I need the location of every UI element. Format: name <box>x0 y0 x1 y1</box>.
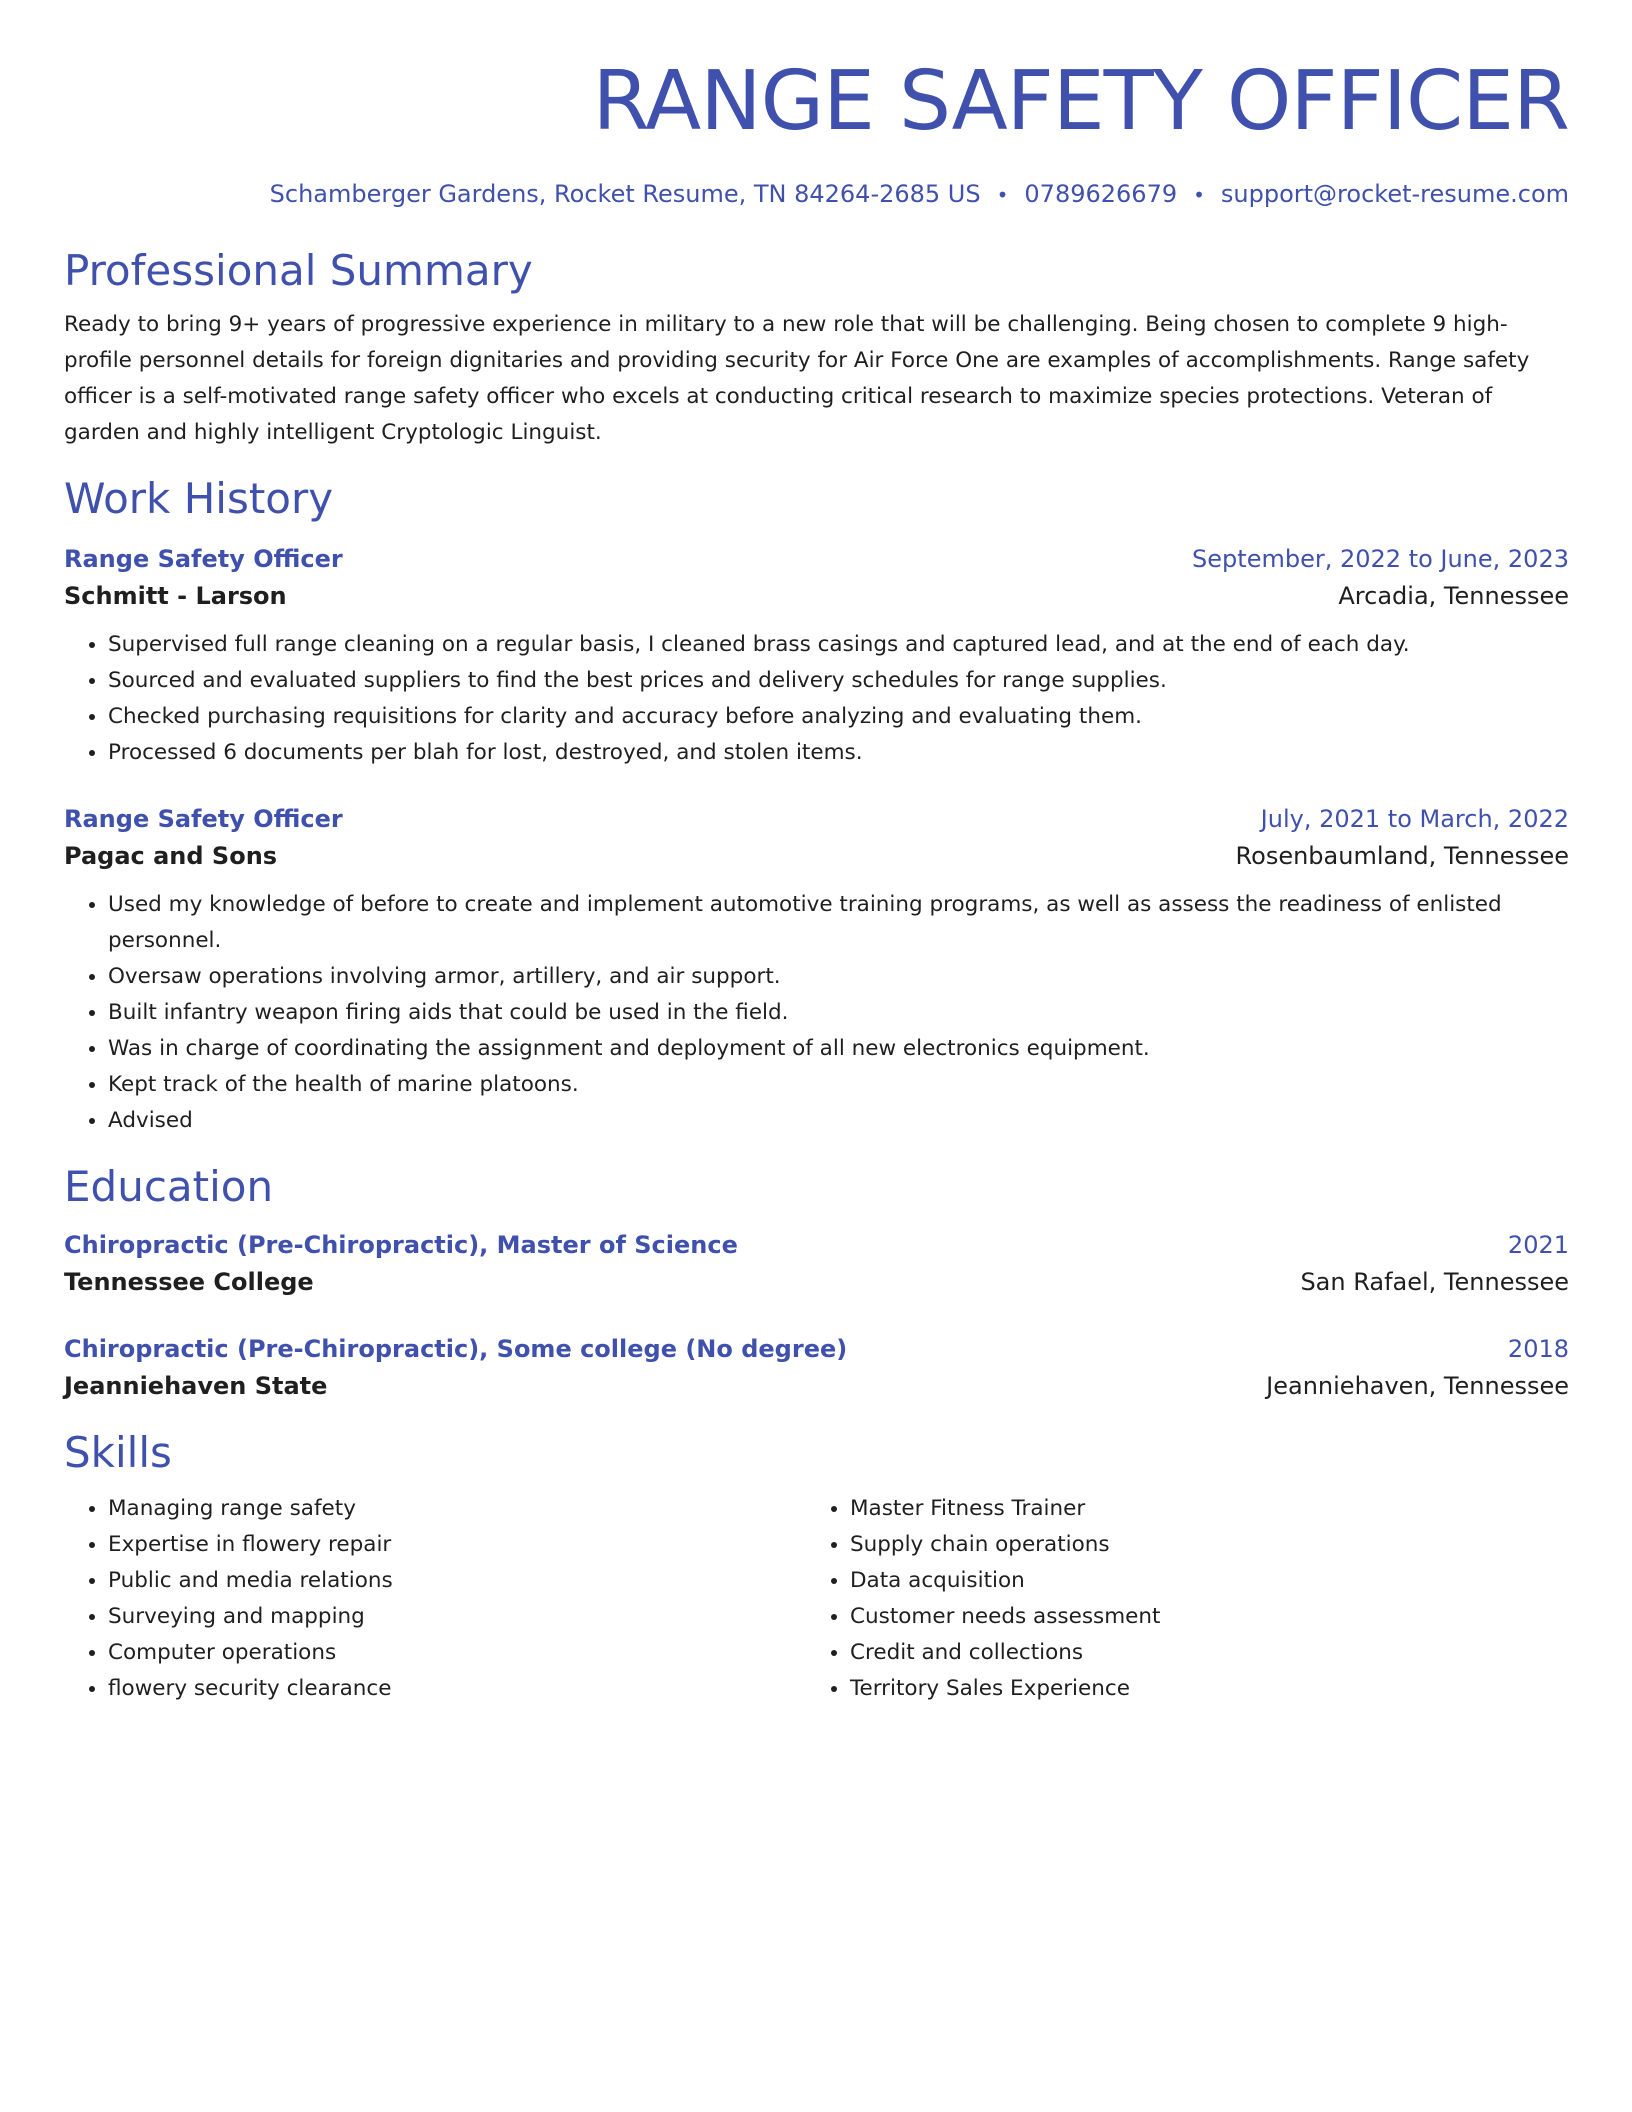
job-bullet: • Oversaw operations involving armor, artillery, and air support. <box>108 959 1569 995</box>
job-bullets <box>64 627 1569 771</box>
summary-heading: Professional Summary <box>64 246 533 295</box>
skill-item: • Public and media relations <box>108 1563 806 1599</box>
job-company: Pagac and Sons <box>64 842 278 870</box>
education-location: Jeanniehaven, Tennessee <box>1266 1372 1569 1400</box>
skill-item: • Expertise in flowery repair <box>108 1527 806 1563</box>
resume-name: RANGE SAFETY OFFICER <box>592 54 1569 149</box>
job-location: Rosenbaumland, Tennessee <box>1235 842 1569 870</box>
job-bullet: • Was in charge of coordinating the assignment and deployment of all new electronics equipment. <box>108 1031 1569 1067</box>
skill-item: • Surveying and mapping <box>108 1599 806 1635</box>
skills-heading: Skills <box>64 1428 172 1477</box>
education-entry <box>64 1331 1569 1405</box>
education-school: Jeanniehaven State <box>64 1372 328 1400</box>
resume-page <box>64 0 1569 1707</box>
contact-separator: • <box>1193 183 1205 207</box>
skill-item: • Credit and collections <box>850 1635 1548 1671</box>
skills-column-right <box>806 1491 1548 1707</box>
summary-text: Ready to bring 9+ years of progressive experience in military to a new role that will be challenging. Being chosen to complete 9 high-profile personnel details for foreign dignitaries and providing security for Air Force One are examples of accomplishments. Range safety officer is a self-motivated range safety officer who excels at conducting critical research to maximize species protections. Veteran of garden and highly intelligent Cryptologic Linguist. <box>64 312 1530 445</box>
contact-address: Schamberger Gardens, Rocket Resume, TN 84264-2685 US <box>269 180 981 208</box>
job-location: Arcadia, Tennessee <box>1338 582 1569 610</box>
skill-item: • flowery security clearance <box>108 1671 806 1707</box>
job-dates: September, 2022 to June, 2023 <box>1192 545 1569 573</box>
skill-item: • Territory Sales Experience <box>850 1671 1548 1707</box>
job-bullet: • Built infantry weapon firing aids that could be used in the field. <box>108 995 1569 1031</box>
skills-grid <box>64 1491 1569 1707</box>
job-bullet: • Sourced and evaluated suppliers to find the best prices and delivery schedules for range supplies. <box>108 663 1569 699</box>
contact-line <box>64 178 1569 211</box>
contact-separator: • <box>996 183 1009 207</box>
work-history-heading: Work History <box>64 474 334 523</box>
job-entry <box>64 801 1569 1139</box>
education-entry <box>64 1227 1569 1301</box>
job-entry <box>64 541 1569 771</box>
skill-item: • Master Fitness Trainer <box>850 1491 1548 1527</box>
education-year: 2018 <box>1507 1335 1569 1363</box>
skill-item: • Customer needs assessment <box>850 1599 1548 1635</box>
education-year: 2021 <box>1507 1231 1569 1259</box>
job-bullet: • Processed 6 documents per blah for lost, destroyed, and stolen items. <box>108 735 1569 771</box>
job-bullet: • Kept track of the health of marine platoons. <box>108 1067 1569 1103</box>
job-bullet: • Checked purchasing requisitions for clarity and accuracy before analyzing and evaluating them. <box>108 699 1569 735</box>
education-heading: Education <box>64 1162 274 1211</box>
skill-item: • Supply chain operations <box>850 1527 1548 1563</box>
job-role: Range Safety Officer <box>64 805 343 833</box>
job-bullet: • Supervised full range cleaning on a regular basis, I cleaned brass casings and captured lead, and at the end of each day. <box>108 627 1569 663</box>
job-company: Schmitt - Larson <box>64 582 287 610</box>
job-role: Range Safety Officer <box>64 545 343 573</box>
job-bullet: • Used my knowledge of before to create and implement automotive training programs, as well as assess the readiness of enlisted personnel. <box>108 887 1569 959</box>
education-degree: Chiropractic (Pre-Chiropractic), Master of Science <box>64 1231 738 1259</box>
skill-item: • Computer operations <box>108 1635 806 1671</box>
education-degree: Chiropractic (Pre-Chiropractic), Some college (No degree) <box>64 1335 848 1363</box>
skill-item: • Managing range safety <box>108 1491 806 1527</box>
skills-column-left <box>64 1491 806 1707</box>
contact-email: support@rocket-resume.com <box>1220 180 1569 208</box>
skill-item: • Data acquisition <box>850 1563 1548 1599</box>
education-school: Tennessee College <box>64 1268 314 1296</box>
job-bullet: • Advised <box>108 1103 1569 1139</box>
education-location: San Rafael, Tennessee <box>1300 1268 1569 1296</box>
contact-phone: 0789626679 <box>1024 180 1178 208</box>
job-dates: July, 2021 to March, 2022 <box>1260 805 1569 833</box>
job-bullets <box>64 887 1569 1139</box>
